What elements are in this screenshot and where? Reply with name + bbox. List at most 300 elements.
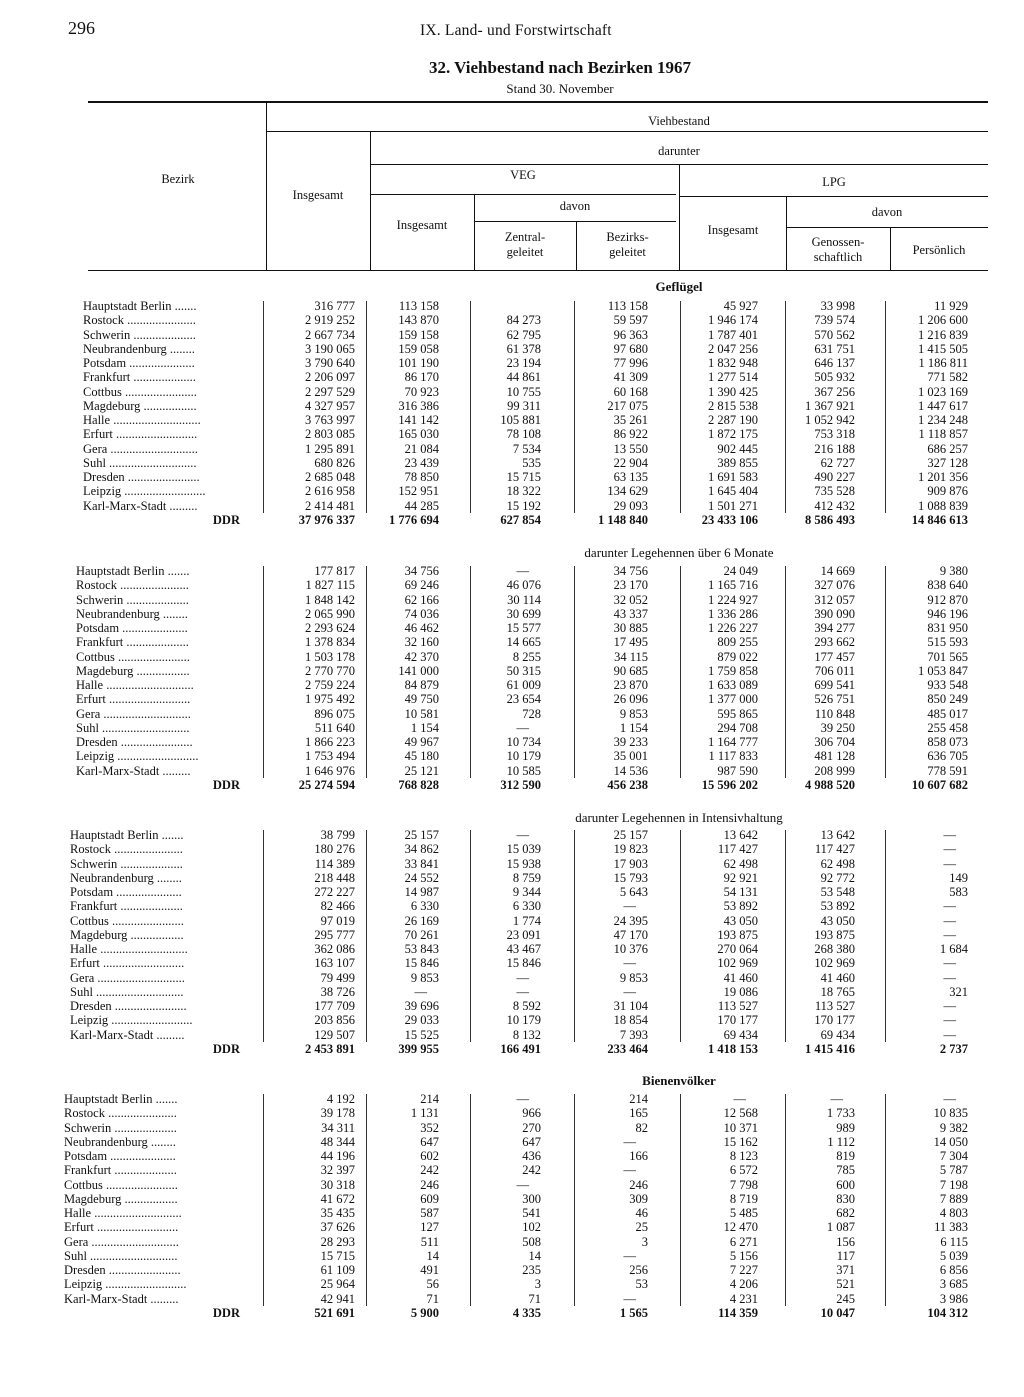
- value-cell: 10 607 682: [911, 777, 968, 792]
- value-cell: 1 131: [410, 1106, 439, 1121]
- bezirk-name: Leipzig ..........................: [64, 1277, 187, 1292]
- value-cell: 34 311: [321, 1120, 355, 1135]
- column-rule: [366, 301, 367, 513]
- value-cell: 23 433 106: [701, 512, 758, 527]
- value-cell: 4 231: [729, 1291, 758, 1306]
- value-cell: 682: [836, 1206, 855, 1220]
- value-cell: 23 194: [506, 356, 541, 370]
- value-cell: 1 684: [939, 942, 968, 956]
- value-cell: 62 166: [404, 592, 439, 607]
- value-cell: 2 803 085: [305, 427, 355, 442]
- value-cell: 1 645 404: [708, 484, 758, 499]
- section-title: darunter Legehennen in Intensivhaltung: [575, 810, 783, 825]
- bezirk-name: Schwerin ....................: [64, 1120, 177, 1135]
- value-cell: 2 287 190: [708, 413, 758, 427]
- value-cell: 6 330: [410, 899, 439, 914]
- value-cell: 7 798: [729, 1177, 758, 1192]
- value-cell: 25 157: [613, 828, 648, 842]
- value-cell: 143 870: [398, 313, 439, 328]
- value-cell: 246: [420, 1177, 439, 1192]
- value-cell: 113 527: [814, 999, 855, 1013]
- value-cell: 39 250: [820, 720, 855, 735]
- value-cell: 10 835: [933, 1106, 968, 1121]
- value-cell: 34 756: [404, 564, 439, 578]
- value-cell: 35 261: [613, 413, 648, 427]
- value-cell: 233 464: [607, 1041, 648, 1056]
- value-cell: 18 765: [820, 984, 855, 999]
- value-cell: —: [623, 1248, 636, 1263]
- value-cell: 1 832 948: [708, 356, 758, 370]
- value-cell: 11 929: [934, 299, 968, 313]
- table-row: [0, 1092, 1024, 1106]
- value-cell: 966: [522, 1106, 541, 1121]
- section-title: Bienenvölker: [642, 1073, 716, 1088]
- value-cell: 214: [420, 1092, 439, 1106]
- value-cell: 149: [949, 870, 968, 885]
- value-cell: 12 470: [723, 1220, 758, 1235]
- value-cell: 101 190: [398, 356, 439, 370]
- bezirk-name: Dresden .......................: [83, 470, 200, 484]
- value-cell: 15 846: [506, 956, 541, 971]
- value-cell: 511 640: [314, 720, 355, 735]
- value-cell: 44 196: [320, 1149, 355, 1163]
- value-cell: 23 170: [613, 578, 648, 593]
- bezirk-name: Neubrandenburg ........: [70, 870, 182, 885]
- value-cell: 74 036: [404, 606, 439, 621]
- value-cell: 44 285: [404, 498, 439, 513]
- value-cell: 371: [836, 1263, 855, 1277]
- bezirk-name: Frankfurt ....................: [76, 635, 189, 650]
- value-cell: 41 460: [820, 970, 855, 985]
- value-cell: 43 337: [613, 606, 648, 621]
- value-cell: —: [943, 913, 956, 928]
- bezirk-name: Karl-Marx-Stadt .........: [83, 498, 198, 513]
- value-cell: 850 249: [927, 692, 968, 707]
- value-cell: 180 276: [314, 842, 355, 857]
- bezirk-name: Erfurt ..........................: [70, 956, 185, 971]
- bezirk-name: Leipzig ..........................: [76, 749, 199, 764]
- value-cell: 177 457: [814, 649, 855, 664]
- value-cell: 739 574: [814, 313, 855, 328]
- value-cell: 1 088 839: [918, 498, 968, 513]
- value-cell: 1 295 891: [305, 441, 355, 456]
- table-row: [0, 342, 1024, 356]
- value-cell: 29 033: [404, 1013, 439, 1028]
- value-cell: 1 052 942: [805, 413, 855, 427]
- value-cell: 4 206: [729, 1277, 758, 1292]
- value-cell: 15 793: [613, 870, 648, 885]
- bezirk-name: Potsdam .....................: [70, 885, 182, 899]
- value-cell: 10 376: [613, 942, 648, 956]
- value-cell: 30 699: [506, 606, 541, 621]
- table-row: [0, 1263, 1024, 1277]
- bezirk-name: Neubrandenburg ........: [76, 606, 188, 621]
- column-rule: [680, 1094, 681, 1306]
- value-cell: 35 435: [320, 1206, 355, 1220]
- bezirk-name: Potsdam .....................: [64, 1149, 176, 1163]
- header-lpg: LPG: [822, 175, 846, 189]
- value-cell: 728: [522, 706, 541, 721]
- value-cell: 62 498: [723, 856, 758, 871]
- value-cell: 30 114: [507, 592, 541, 607]
- column-rule: [785, 1094, 786, 1306]
- column-rule: [785, 830, 786, 1042]
- header-insgesamt: Insgesamt: [292, 188, 344, 202]
- value-cell: —: [516, 828, 529, 842]
- value-cell: 14 987: [404, 885, 439, 899]
- bezirk-name: Halle ............................: [70, 942, 188, 956]
- header-lpg-davon: davon: [871, 205, 903, 219]
- bezirk-name: Erfurt ..........................: [83, 427, 198, 442]
- value-cell: 159 158: [398, 327, 439, 342]
- value-cell: 26 169: [404, 913, 439, 928]
- bezirk-name: Hauptstadt Berlin .......: [83, 299, 197, 313]
- bezirk-name: Schwerin ....................: [83, 327, 196, 342]
- value-cell: 14: [426, 1248, 439, 1263]
- value-cell: 2 685 048: [305, 470, 355, 484]
- value-cell: 1 154: [410, 720, 439, 735]
- value-cell: 5 039: [939, 1248, 968, 1263]
- value-cell: 1 866 223: [305, 735, 355, 749]
- value-cell: —: [516, 720, 529, 735]
- column-rule: [366, 830, 367, 1042]
- value-cell: 1 390 425: [708, 384, 758, 399]
- table-row: [0, 1163, 1024, 1177]
- value-cell: 25 121: [404, 763, 439, 778]
- value-cell: 86 922: [613, 427, 648, 442]
- column-rule: [680, 566, 681, 778]
- value-cell: 268 380: [814, 942, 855, 956]
- value-cell: 246: [629, 1177, 648, 1192]
- value-cell: 327 076: [814, 578, 855, 593]
- value-cell: 63 135: [613, 470, 648, 484]
- value-cell: 7 393: [619, 1027, 648, 1042]
- value-cell: 830: [836, 1191, 855, 1206]
- value-cell: 19 823: [613, 842, 648, 857]
- value-cell: —: [943, 842, 956, 857]
- bezirk-name: Gera ............................: [64, 1234, 179, 1249]
- value-cell: 102 969: [717, 956, 758, 971]
- column-rule: [885, 301, 886, 513]
- value-cell: 4 327 957: [305, 398, 355, 413]
- table-row: [0, 299, 1024, 313]
- table-row: [0, 1135, 1024, 1149]
- value-cell: 1 872 175: [708, 427, 758, 442]
- bezirk-name: Hauptstadt Berlin .......: [70, 828, 184, 842]
- column-rule: [263, 830, 264, 1042]
- value-cell: 56: [426, 1277, 439, 1292]
- value-cell: 1 377 000: [708, 692, 758, 707]
- value-cell: 14 846 613: [911, 512, 968, 527]
- value-cell: 255 458: [927, 720, 968, 735]
- value-cell: 768 828: [398, 777, 439, 792]
- table-row: [0, 427, 1024, 441]
- value-cell: 46 462: [404, 621, 439, 635]
- column-rule: [680, 301, 681, 513]
- table-row: [0, 749, 1024, 763]
- value-cell: 24 395: [613, 913, 648, 928]
- value-cell: 321: [949, 984, 968, 999]
- value-cell: 62 727: [820, 455, 855, 470]
- value-cell: 15 715: [506, 470, 541, 484]
- header-bezirks: Bezirks- geleitet: [606, 230, 649, 259]
- table-row: [0, 885, 1024, 899]
- value-cell: 92 921: [723, 870, 758, 885]
- bezirk-name: Karl-Marx-Stadt .........: [76, 763, 191, 778]
- value-cell: 686 257: [927, 441, 968, 456]
- value-cell: —: [623, 956, 636, 971]
- value-cell: 78 108: [506, 427, 541, 442]
- value-cell: 3 190 065: [305, 341, 355, 356]
- value-cell: 6 856: [939, 1263, 968, 1277]
- value-cell: 41 309: [613, 370, 648, 385]
- value-cell: 127: [420, 1220, 439, 1235]
- value-cell: 62 498: [820, 856, 855, 871]
- value-cell: 1 827 115: [305, 578, 355, 593]
- value-cell: —: [943, 828, 956, 842]
- value-cell: 39 696: [404, 999, 439, 1013]
- value-cell: 69 246: [404, 578, 439, 593]
- value-cell: 1 733: [826, 1106, 855, 1121]
- bezirk-name: Gera ............................: [70, 970, 185, 985]
- value-cell: 511: [420, 1234, 439, 1249]
- value-cell: 312 590: [500, 777, 541, 792]
- table-subtitle: Stand 30. November: [506, 81, 614, 96]
- bezirk-name: Suhl ............................: [64, 1248, 178, 1263]
- value-cell: 79 499: [320, 970, 355, 985]
- value-cell: 141 142: [398, 413, 439, 427]
- value-cell: 61 009: [506, 678, 541, 692]
- table-row: [0, 928, 1024, 942]
- value-cell: 216 188: [814, 441, 855, 456]
- value-cell: 71: [528, 1291, 541, 1306]
- bezirk-name: Rostock ......................: [70, 842, 183, 857]
- value-cell: 166: [629, 1149, 648, 1163]
- value-cell: 609: [420, 1191, 439, 1206]
- bezirk-name: Frankfurt ....................: [64, 1163, 177, 1178]
- value-cell: 7 198: [939, 1177, 968, 1192]
- column-rule: [785, 301, 786, 513]
- value-cell: 1 501 271: [708, 498, 758, 513]
- value-cell: 84 273: [506, 313, 541, 328]
- value-cell: 8 719: [729, 1191, 758, 1206]
- table-row: [0, 707, 1024, 721]
- table-total-row: [0, 1042, 1024, 1056]
- value-cell: 41 672: [320, 1191, 355, 1206]
- value-cell: 300: [522, 1191, 541, 1206]
- value-cell: 9 853: [410, 970, 439, 985]
- value-cell: 9 380: [939, 564, 968, 578]
- value-cell: 46: [635, 1206, 648, 1220]
- value-cell: 8 255: [512, 649, 541, 664]
- bezirk-name: Magdeburg .................: [70, 927, 184, 942]
- value-cell: 61 109: [320, 1263, 355, 1277]
- value-cell: 987 590: [717, 763, 758, 778]
- table-row: [0, 1249, 1024, 1263]
- bezirk-name: Frankfurt ....................: [83, 370, 196, 385]
- value-cell: 156: [836, 1234, 855, 1249]
- value-cell: 256: [629, 1263, 648, 1277]
- value-cell: 102 969: [814, 956, 855, 971]
- value-cell: 583: [949, 885, 968, 899]
- value-cell: 1 216 839: [918, 327, 968, 342]
- total-label: DDR: [212, 1305, 240, 1320]
- value-cell: 10 179: [506, 749, 541, 764]
- value-cell: 9 853: [619, 706, 648, 721]
- value-cell: 214: [629, 1092, 648, 1106]
- value-cell: 34 862: [404, 842, 439, 857]
- column-rule: [680, 830, 681, 1042]
- value-cell: 327 128: [927, 455, 968, 470]
- value-cell: 491: [420, 1263, 439, 1277]
- table-row: [0, 1277, 1024, 1291]
- value-cell: 42 941: [320, 1291, 355, 1306]
- value-cell: —: [623, 1163, 636, 1178]
- value-cell: 5 485: [729, 1206, 758, 1220]
- value-cell: 14 665: [506, 635, 541, 650]
- column-rule: [263, 1094, 264, 1306]
- value-cell: 631 751: [814, 341, 855, 356]
- value-cell: 2 919 252: [305, 313, 355, 328]
- value-cell: 170 177: [814, 1013, 855, 1028]
- value-cell: 7 227: [729, 1263, 758, 1277]
- value-cell: 1 154: [619, 720, 648, 735]
- value-cell: 47 170: [613, 927, 648, 942]
- value-cell: 1 633 089: [708, 678, 758, 692]
- value-cell: 1 367 921: [805, 398, 855, 413]
- column-rule: [574, 301, 575, 513]
- value-cell: 10 734: [506, 735, 541, 749]
- value-cell: 526 751: [814, 692, 855, 707]
- value-cell: 2 297 529: [305, 384, 355, 399]
- column-rule: [574, 830, 575, 1042]
- table-total-row: [0, 778, 1024, 792]
- table-row: [0, 593, 1024, 607]
- value-cell: 3 790 640: [305, 356, 355, 370]
- bezirk-name: Erfurt ..........................: [64, 1220, 179, 1235]
- value-cell: 2 770 770: [305, 663, 355, 678]
- value-cell: 33 841: [404, 856, 439, 871]
- value-cell: 129 507: [314, 1027, 355, 1042]
- table-row: [0, 1013, 1024, 1027]
- value-cell: —: [623, 1291, 636, 1306]
- value-cell: 217 075: [607, 398, 648, 413]
- column-rule: [470, 301, 471, 513]
- value-cell: 24 049: [723, 564, 758, 578]
- value-cell: 316 386: [398, 398, 439, 413]
- value-cell: 2 667 734: [305, 327, 355, 342]
- table-row: [0, 399, 1024, 413]
- table-row: [0, 1235, 1024, 1249]
- value-cell: 627 854: [500, 512, 541, 527]
- value-cell: 69 434: [820, 1027, 855, 1042]
- value-cell: —: [943, 956, 956, 971]
- value-cell: 3 986: [939, 1291, 968, 1306]
- value-cell: 86 170: [404, 370, 439, 385]
- column-rule: [574, 566, 575, 778]
- table-row: [0, 635, 1024, 649]
- column-rule: [470, 566, 471, 778]
- value-cell: 114 389: [314, 856, 355, 871]
- value-cell: 104 312: [927, 1305, 968, 1320]
- bezirk-name: Dresden .......................: [64, 1263, 181, 1277]
- value-cell: —: [943, 899, 956, 914]
- value-cell: 680 826: [314, 455, 355, 470]
- value-cell: —: [516, 1177, 529, 1192]
- bezirk-name: Halle ............................: [83, 413, 201, 427]
- value-cell: 1 565: [619, 1305, 648, 1320]
- value-cell: 3 685: [939, 1277, 968, 1292]
- value-cell: 809 255: [717, 635, 758, 650]
- column-rule: [470, 1094, 471, 1306]
- value-cell: —: [516, 970, 529, 985]
- value-cell: 4 988 520: [805, 777, 855, 792]
- value-cell: 25 274 594: [298, 777, 355, 792]
- value-cell: 2 293 624: [305, 621, 355, 635]
- value-cell: 163 107: [314, 956, 355, 971]
- value-cell: 82 466: [320, 899, 355, 914]
- table-row: [0, 764, 1024, 778]
- value-cell: 59 597: [613, 313, 648, 328]
- value-cell: 1 165 716: [708, 578, 758, 593]
- column-rule: [574, 1094, 575, 1306]
- value-cell: 53 843: [404, 942, 439, 956]
- value-cell: 22 904: [613, 455, 648, 470]
- value-cell: 33 998: [820, 299, 855, 313]
- value-cell: 38 726: [320, 984, 355, 999]
- value-cell: 35 001: [613, 749, 648, 764]
- value-cell: 1 277 514: [708, 370, 758, 385]
- table-row: [0, 470, 1024, 484]
- table-row: [0, 692, 1024, 706]
- value-cell: 1 336 286: [708, 606, 758, 621]
- value-cell: —: [516, 984, 529, 999]
- value-cell: 12 568: [723, 1106, 758, 1121]
- table-total-row: [0, 1306, 1024, 1320]
- value-cell: 8 586 493: [805, 512, 855, 527]
- table-row: [0, 484, 1024, 498]
- header-lpg-insgesamt: Insgesamt: [707, 223, 759, 237]
- value-cell: 30 885: [613, 621, 648, 635]
- section-title: Geflügel: [655, 279, 703, 294]
- header-veg: VEG: [510, 168, 536, 182]
- value-cell: 45 180: [404, 749, 439, 764]
- value-cell: 71: [426, 1291, 439, 1306]
- bezirk-name: Karl-Marx-Stadt .........: [64, 1291, 179, 1306]
- table-row: [0, 1220, 1024, 1234]
- column-rule: [366, 566, 367, 778]
- value-cell: 46 076: [506, 578, 541, 593]
- value-cell: 389 855: [717, 455, 758, 470]
- value-cell: 1 148 840: [598, 512, 648, 527]
- value-cell: 636 705: [927, 749, 968, 764]
- value-cell: 18 854: [613, 1013, 648, 1028]
- value-cell: 1 118 857: [918, 427, 968, 442]
- value-cell: 535: [522, 455, 541, 470]
- value-cell: 18 322: [506, 484, 541, 499]
- bezirk-name: Karl-Marx-Stadt .........: [70, 1027, 185, 1042]
- value-cell: 1 023 169: [918, 384, 968, 399]
- value-cell: 587: [420, 1206, 439, 1220]
- header-viehbestand: Viehbestand: [648, 114, 710, 128]
- value-cell: 912 870: [927, 592, 968, 607]
- value-cell: 1 112: [827, 1134, 855, 1149]
- value-cell: 117: [836, 1248, 855, 1263]
- table-row: [0, 370, 1024, 384]
- header-bezirk: Bezirk: [161, 172, 195, 186]
- value-cell: 177 817: [314, 564, 355, 578]
- value-cell: 165: [629, 1106, 648, 1121]
